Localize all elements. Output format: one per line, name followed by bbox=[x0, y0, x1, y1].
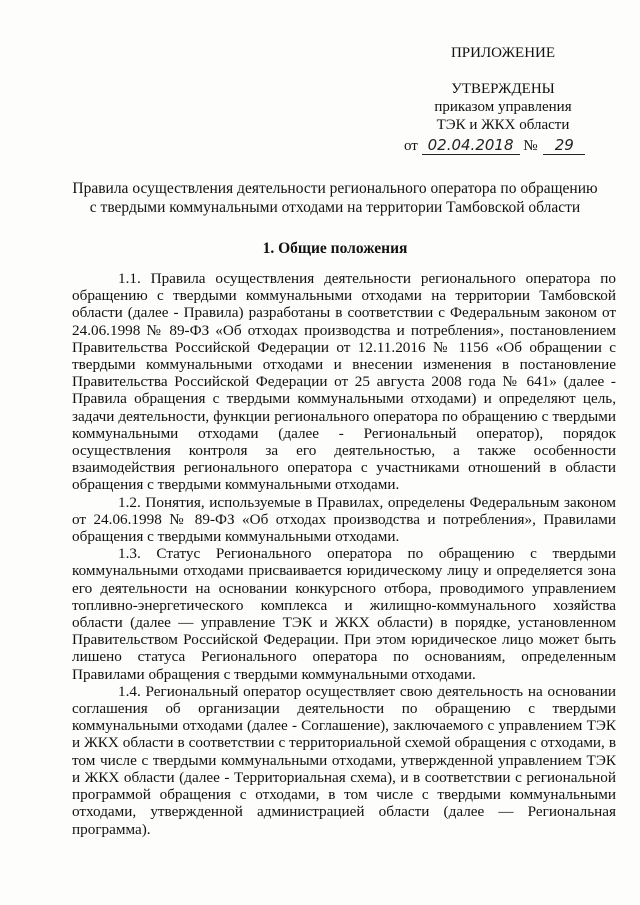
document-title: Правила осуществления деятельности регионального оператора по обращению с твердыми коммунальными отходами на территории Тамбовской области bbox=[72, 180, 598, 216]
approved-label: УТВЕРЖДЕНЫ bbox=[451, 81, 555, 97]
paragraph-1-1: 1.1. Правила осуществления деятельности регионального оператора по обращению с твердыми коммунальными отходами на территории Тамбовской области (далее - Правила) разработаны в соответствии с Федеральным законом от 24.06.1998 № 89-ФЗ «Об отходах производства и потребления», постановлением Правительства Российской Федерации от 12.11.2016 № 1156 «Об обращении с твердыми коммунальными отходами и внесении изменения в постановление Правительства Российской Федерации от 25 августа 2008 года № 641» (далее - Правила обращения с твердыми коммунальными отходами) и определяют цель, задачи деятельности, функции регионального оператора по обращению с твердыми коммунальными отходами (далее - Региональный оператор), порядок осуществления контроля за его деятельностью, а также особенности взаимодействия регионального оператора с участниками отношений в области обращения с твердыми коммунальными отходами. bbox=[72, 270, 616, 494]
section-heading: 1. Общие положения bbox=[262, 240, 408, 257]
paragraph-1-2: 1.2. Понятия, используемые в Правилах, определены Федеральным законом от 24.06.1998 № 89-ФЗ «Об отходах производства и потребления», Правилами обращения с твердыми коммунальными отходами. bbox=[72, 493, 616, 546]
appendix-label: ПРИЛОЖЕНИЕ bbox=[450, 45, 556, 61]
handwritten-date: 02.04.2018 bbox=[422, 136, 520, 155]
order-date-number-line bbox=[398, 136, 608, 155]
order-line-2: ТЭК и ЖКХ области bbox=[436, 117, 570, 133]
paragraph-1-4: 1.4. Региональный оператор осуществляет свою деятельность на основании соглашения об организации деятельности по обращению с твердыми коммунальными отходами (далее - Соглашение), заключаемого с управлением ТЭК и ЖКХ области в соответствии с территориальной схемой обращения с отходами, в том числе с твердыми коммунальными отходами, утвержденной управлением ТЭК и ЖКХ области (далее - Территориальная схема), и в соответствии с региональной программой обращения с отходами, в том числе с твердыми коммунальными отходами, утвержденной администрацией области (далее — Региональная программа). bbox=[72, 682, 616, 838]
document-body bbox=[72, 270, 616, 838]
approval-block bbox=[398, 44, 608, 155]
handwritten-number: 29 bbox=[543, 136, 585, 155]
paragraph-1-3: 1.3. Статус Регионального оператора по обращению с твердыми коммунальными отходами присваивается юридическому лицу и определяется зона его деятельности на основании конкурсного отбора, проводимого управлением топливно-энергетического комплекса и жилищно-коммунального хозяйства области (далее — управление ТЭК и ЖКХ области) в порядке, установленном Правительством Российской Федерации. При этом юридическое лицо может быть лишено статуса Регионального оператора по основаниям, определенным Правилами обращения с твердыми коммунальными отходами. bbox=[72, 545, 616, 683]
order-line-1: приказом управления bbox=[434, 99, 572, 115]
number-prefix: № bbox=[523, 138, 538, 154]
from-prefix: от bbox=[404, 138, 418, 154]
